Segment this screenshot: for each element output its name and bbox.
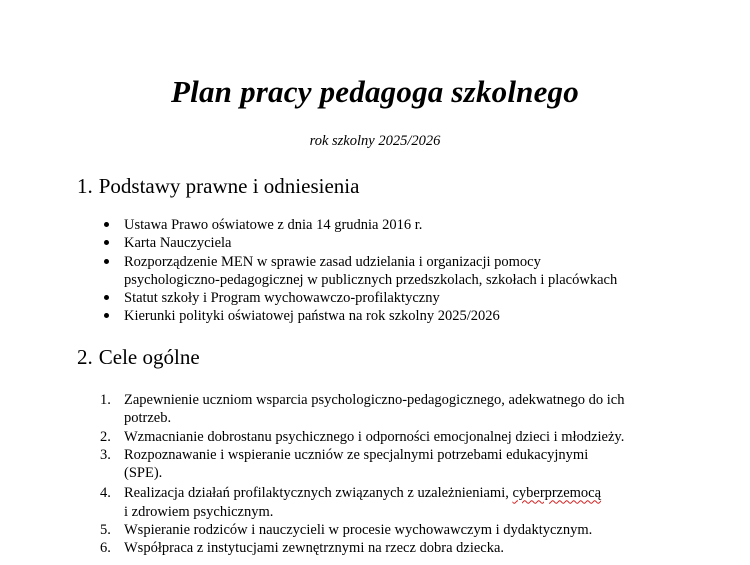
list-item xyxy=(0,484,694,521)
list-item-number: 2. xyxy=(100,428,111,445)
list-item xyxy=(0,539,694,557)
list-item xyxy=(0,289,694,307)
list-item xyxy=(0,428,694,446)
list-item-number: 6. xyxy=(100,540,111,557)
list-item xyxy=(0,391,694,428)
legal-basis-list xyxy=(0,216,694,326)
bullet-icon xyxy=(104,259,109,264)
list-item-number: 4. xyxy=(100,485,111,502)
list-item-text: Rozporządzenie MEN w sprawie zasad udzielania i organizacji pomocy xyxy=(124,253,541,270)
list-item-text: Wspieranie rodziców i nauczycieli w procesie wychowawczym i dydaktycznym. xyxy=(124,522,593,539)
list-item-number: 3. xyxy=(100,446,111,463)
list-item-text: Kierunki polityki oświatowej państwa na rok szkolny 2025/2026 xyxy=(124,308,500,325)
list-item-text: Wzmacnianie dobrostanu psychicznego i odporności emocjonalnej dzieci i młodzieży. xyxy=(124,428,625,445)
bullet-icon xyxy=(104,240,109,245)
list-item-text: Realizacja działań profilaktycznych związanych z uzależnieniami, xyxy=(124,485,509,502)
list-item xyxy=(0,446,694,483)
section-heading-general-goals xyxy=(77,344,200,370)
bullet-icon xyxy=(104,222,109,227)
list-item xyxy=(0,253,694,290)
list-item-text: psychologiczno-pedagogicznej w publicznych przedszkolach, szkołach i placówkach xyxy=(124,271,618,288)
list-item xyxy=(0,216,694,234)
section-title: Cele ogólne xyxy=(98,345,200,369)
list-item-text: Rozpoznawanie i wspieranie uczniów ze specjalnymi potrzebami edukacyjnymi xyxy=(124,446,589,463)
list-item xyxy=(0,234,694,252)
list-item xyxy=(0,307,694,325)
spellcheck-flagged-word[interactable]: cyberprzemocą xyxy=(512,485,602,502)
list-item-text: (SPE). xyxy=(124,465,163,482)
list-item-number: 5. xyxy=(100,522,111,539)
bullet-icon xyxy=(104,313,109,318)
list-item-text: Ustawa Prawo oświatowe z dnia 14 grudnia 2016 r. xyxy=(124,217,423,233)
general-goals-list xyxy=(0,391,694,558)
list-item-text: Zapewnienie uczniom wsparcia psychologiczno-pedagogicznego, adekwatnego do ich xyxy=(124,392,625,408)
document-subtitle: rok szkolny 2025/2026 xyxy=(309,133,441,149)
document-title: Plan pracy pedagoga szkolnego xyxy=(171,74,579,109)
list-item xyxy=(0,521,694,539)
section-heading-legal-basis xyxy=(77,173,359,199)
list-item-text: i zdrowiem psychicznym. xyxy=(124,503,274,520)
section-title: Podstawy prawne i odniesienia xyxy=(98,174,360,198)
section-number: 1. xyxy=(77,174,93,198)
list-item-text: Współpraca z instytucjami zewnętrznymi na rzecz dobra dziecka. xyxy=(124,540,505,557)
section-number: 2. xyxy=(77,345,93,369)
list-item-text: Karta Nauczyciela xyxy=(124,235,232,252)
bullet-icon xyxy=(104,295,109,300)
list-item-number: 1. xyxy=(100,392,111,408)
list-item-text: potrzeb. xyxy=(124,410,172,427)
list-item-text: Statut szkoły i Program wychowawczo-profilaktyczny xyxy=(124,290,440,307)
